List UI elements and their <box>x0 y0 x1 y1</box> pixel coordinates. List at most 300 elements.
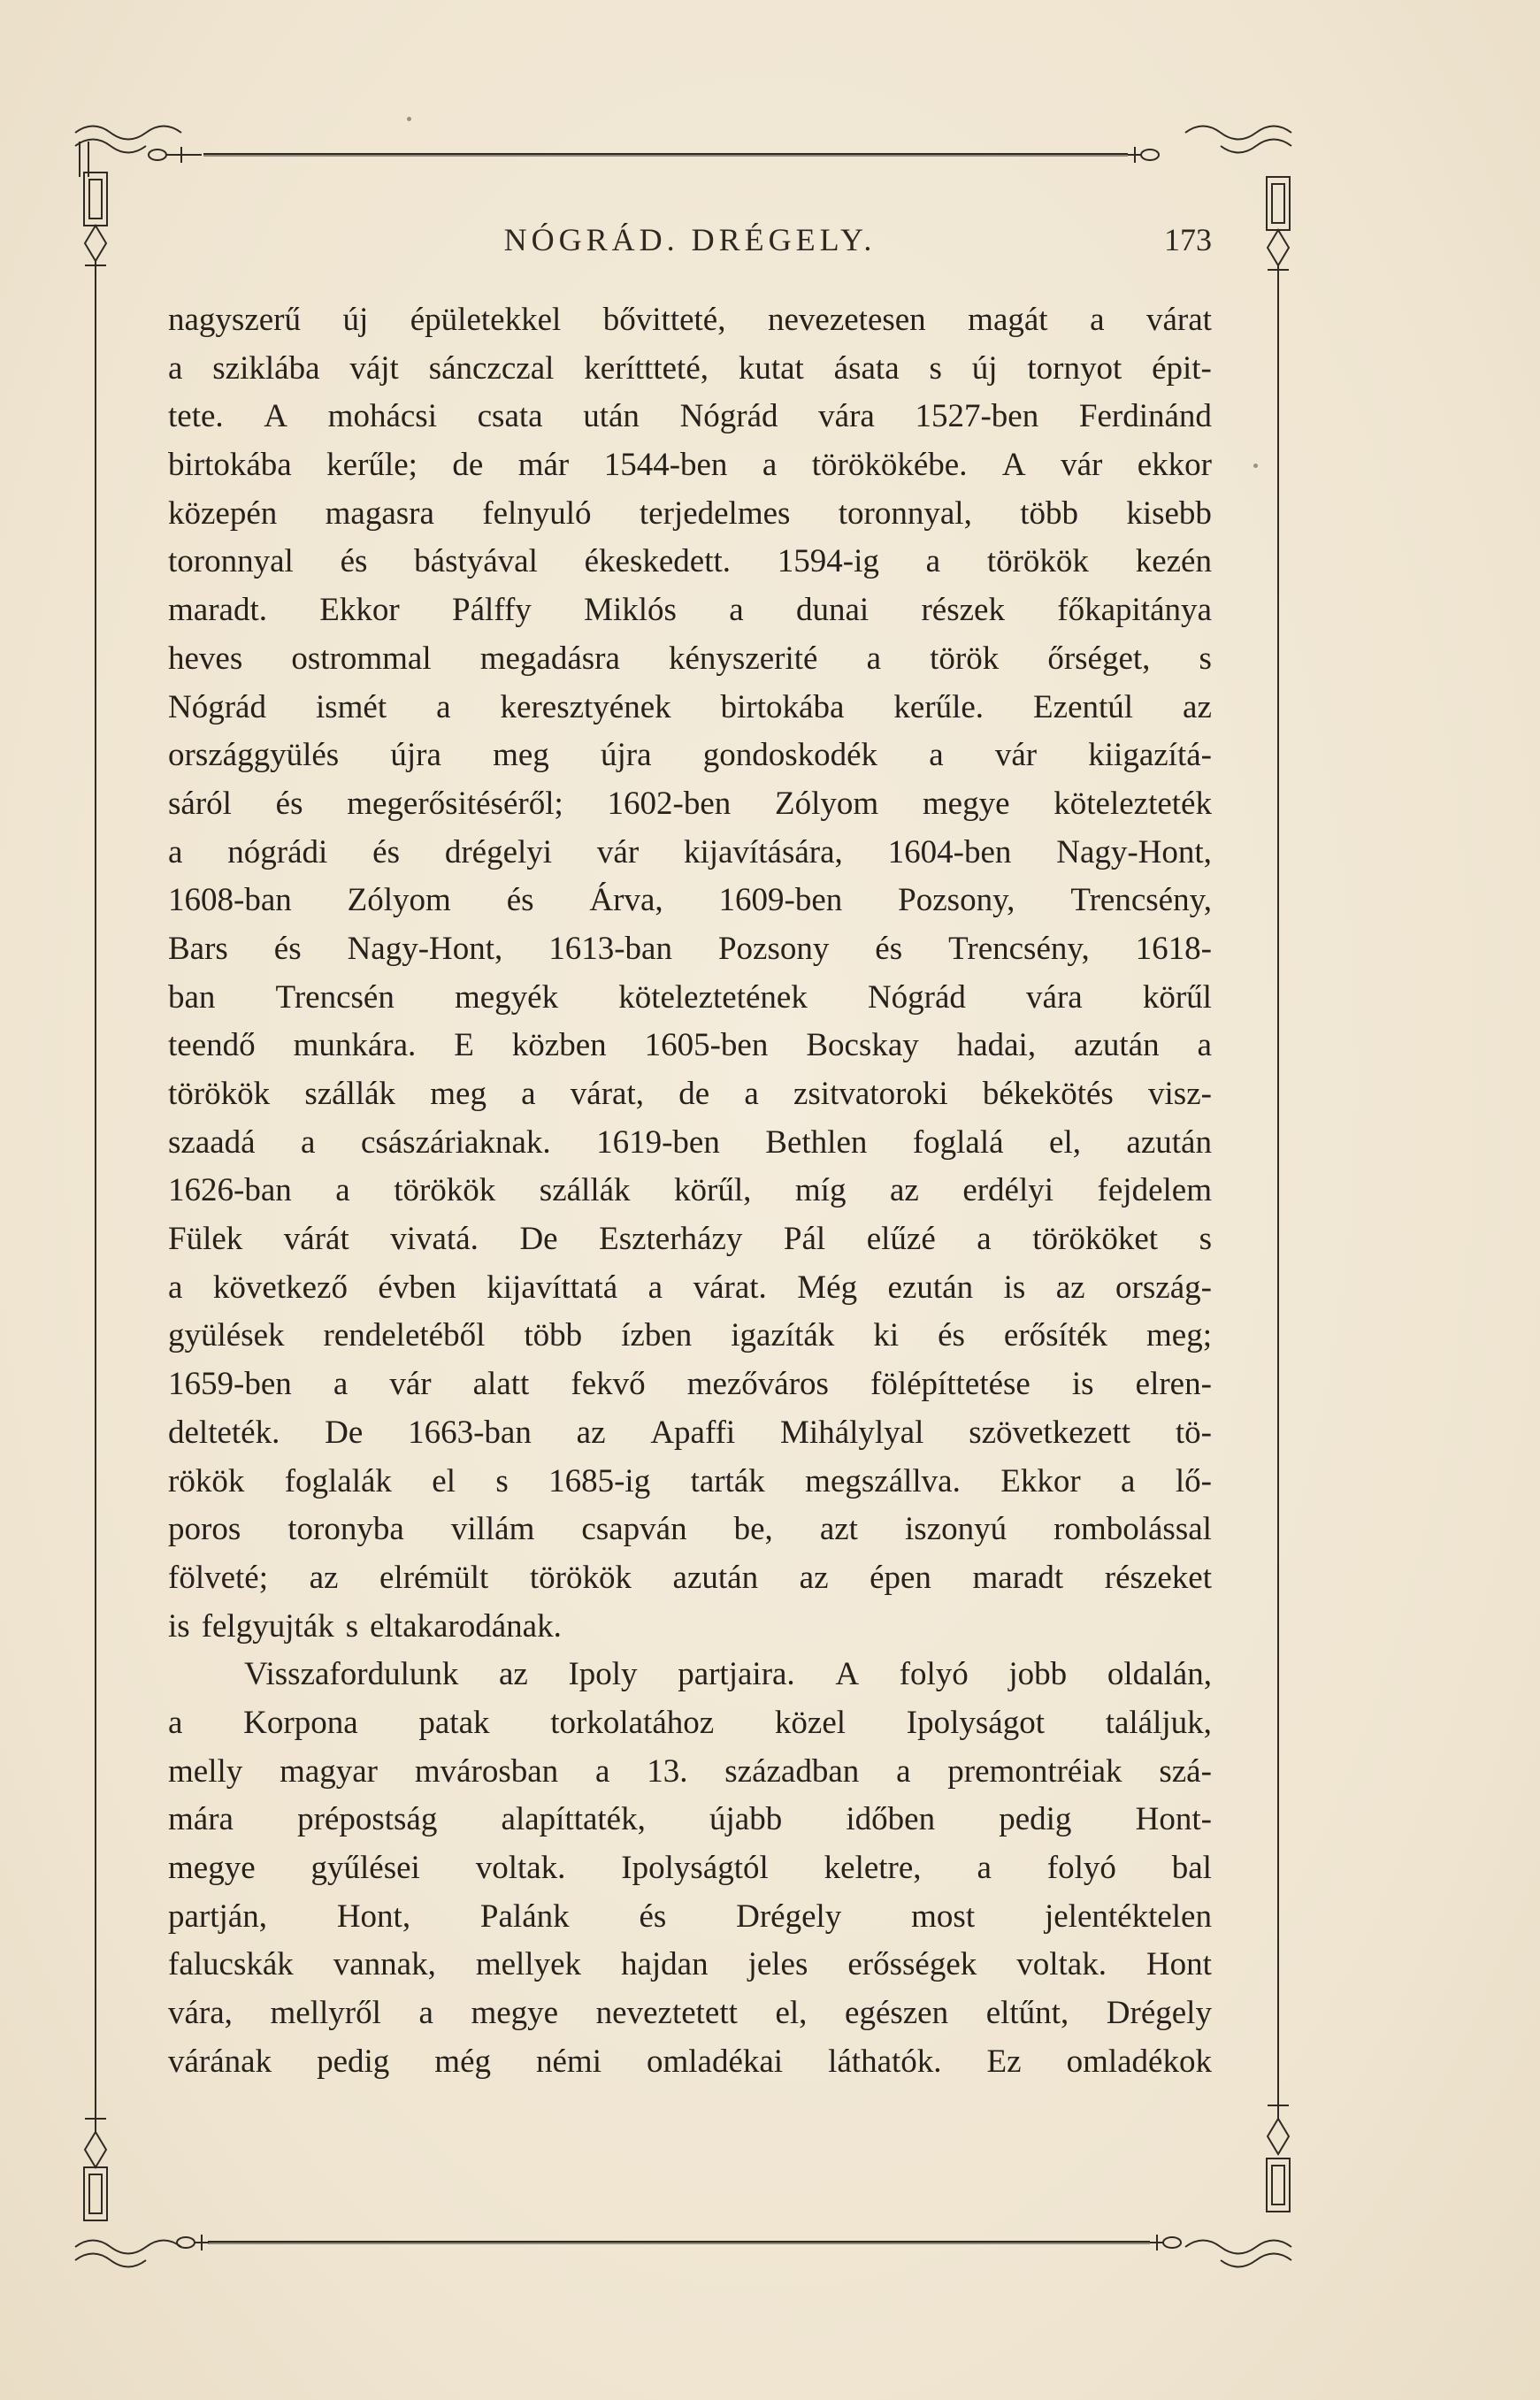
text-line <box>168 1506 1212 1554</box>
word: vára <box>818 398 875 435</box>
word: a <box>335 1172 350 1209</box>
word: omladékok <box>1066 2043 1212 2080</box>
word: és <box>273 930 302 967</box>
word: folyó <box>899 1656 969 1693</box>
word: 1619-ben <box>596 1123 720 1161</box>
word: s <box>1199 640 1212 677</box>
word: Fülek <box>168 1221 243 1258</box>
word: munkára. <box>293 1027 417 1064</box>
running-title: NÓGRÁD. DRÉGELY. <box>503 222 877 257</box>
word: Árva, <box>589 882 663 919</box>
word: kijavíttatá <box>487 1269 618 1306</box>
word: megye <box>922 785 1010 822</box>
word: láthatók. <box>828 2043 942 2080</box>
word: megszállva. <box>805 1462 961 1499</box>
word: még <box>434 2043 491 2080</box>
text-line <box>168 1893 1212 1942</box>
word: mellyek <box>475 1946 582 1983</box>
word: erősségek <box>847 1946 977 1983</box>
word: őrséget, <box>1047 640 1151 677</box>
word: várat <box>1145 302 1212 338</box>
text-line <box>168 829 1212 878</box>
word: várat. <box>693 1269 767 1306</box>
word: században <box>724 1752 860 1790</box>
word: falucskák <box>168 1946 294 1983</box>
word: szállák <box>539 1172 631 1209</box>
word: bástyával <box>414 543 538 580</box>
word: fölépíttetése <box>870 1366 1030 1403</box>
word: Ez <box>986 2043 1022 2080</box>
word: közel <box>774 1704 847 1741</box>
text-line <box>168 1409 1212 1458</box>
word: alapíttaték, <box>501 1801 646 1838</box>
word: a <box>925 543 941 580</box>
word: Eszterházy <box>599 1221 743 1258</box>
word: 1594-ig <box>777 543 879 580</box>
word: közepén <box>168 495 278 532</box>
word: s <box>495 1462 509 1499</box>
word: megerősitéséről; <box>347 785 563 822</box>
word: keletre, <box>824 1850 922 1886</box>
word: kötelezteték <box>1053 785 1212 822</box>
word: Zólyom <box>774 785 879 822</box>
word: az <box>498 1656 528 1693</box>
word: már <box>517 447 570 484</box>
word: Bars <box>168 930 228 967</box>
word: vár <box>389 1366 432 1403</box>
word: megadásra <box>479 640 620 677</box>
word: Palánk <box>479 1898 570 1935</box>
word: a <box>647 1269 663 1306</box>
word: bővitteté, <box>602 302 726 338</box>
word: Zólyom <box>347 882 451 919</box>
word: az <box>1055 1269 1085 1306</box>
word: 13. <box>647 1752 688 1790</box>
word: foglalá <box>912 1123 1004 1161</box>
word: főkapitánya <box>1057 592 1212 629</box>
word: 1659-ben <box>168 1366 292 1403</box>
word: Ekkor <box>319 592 400 629</box>
word: törökök <box>529 1559 632 1596</box>
text-line <box>168 1651 1212 1699</box>
word: bal <box>1171 1850 1212 1886</box>
word: meg <box>493 737 549 774</box>
word: gondoskodék <box>702 737 878 774</box>
paragraph <box>168 296 1212 1651</box>
word: 1544-ben <box>603 447 728 484</box>
word: vár <box>994 737 1038 774</box>
word: következő <box>212 1269 348 1306</box>
word: mára <box>168 1801 234 1838</box>
word: be, <box>733 1511 773 1548</box>
word: Ferdinánd <box>1078 398 1212 435</box>
text-line <box>168 1796 1212 1844</box>
word: iszonyú <box>904 1511 1008 1548</box>
word: a <box>1090 302 1105 338</box>
word: újra <box>600 737 652 774</box>
word: törökökébe. <box>811 447 968 484</box>
word: új <box>342 302 369 338</box>
word: a <box>744 1076 759 1112</box>
word: törökök <box>394 1172 496 1209</box>
word: kerűle; <box>326 447 418 484</box>
word: mvárosban <box>414 1752 559 1790</box>
word: és <box>275 785 303 822</box>
word: sziklába <box>212 349 320 387</box>
word: De <box>325 1414 364 1451</box>
word: lő- <box>1175 1462 1212 1499</box>
word: szá- <box>1159 1752 1212 1790</box>
word: a <box>521 1076 536 1112</box>
page-number: 173 <box>1164 222 1212 257</box>
word: eltűnt, <box>985 1995 1069 2032</box>
word: kezén <box>1135 543 1212 580</box>
word: ismét <box>315 688 387 725</box>
word: több <box>524 1317 583 1354</box>
word: Trencsény, <box>948 930 1090 967</box>
word: dunai <box>795 592 870 629</box>
word: Nagy-Hont, <box>1056 833 1212 870</box>
word: a <box>333 1366 349 1403</box>
word: torkolatához <box>550 1704 715 1741</box>
word: körűl <box>1142 978 1212 1016</box>
word: visz- <box>1148 1076 1212 1112</box>
word: kényszerité <box>669 640 818 677</box>
word: törököket <box>1032 1221 1159 1258</box>
word: elrémült <box>379 1559 489 1596</box>
word: A <box>835 1656 860 1693</box>
word: nevezetesen <box>767 302 926 338</box>
word: a <box>436 688 451 725</box>
word: meg; <box>1146 1317 1212 1354</box>
word: ízben <box>621 1317 693 1354</box>
word: a <box>168 349 183 387</box>
word: míg <box>794 1172 847 1209</box>
word: a <box>866 640 882 677</box>
word: is <box>1003 1269 1026 1306</box>
word: ezután <box>887 1269 974 1306</box>
word: találjuk, <box>1105 1704 1212 1741</box>
word: a <box>168 833 183 870</box>
word: a <box>929 737 944 774</box>
word: ékeskedett. <box>584 543 732 580</box>
word: új <box>971 349 998 387</box>
body-text <box>168 296 1212 2086</box>
word: most <box>911 1898 976 1935</box>
word: jeles <box>747 1946 808 1983</box>
word: Pálffy <box>452 592 532 629</box>
word: Hont- <box>1135 1801 1212 1838</box>
word: némi <box>536 2043 601 2080</box>
word: birtokába <box>168 447 292 484</box>
text-line <box>168 1554 1212 1603</box>
word: tarták <box>690 1462 765 1499</box>
word: a <box>1197 1027 1212 1064</box>
word: heves <box>168 640 243 677</box>
word: zsitvatoroki <box>793 1076 948 1112</box>
word: A <box>1001 447 1026 484</box>
text-line <box>168 1990 1212 2038</box>
word: közben <box>511 1027 607 1064</box>
word: keresztyének <box>500 688 671 725</box>
word: császáriaknak. <box>360 1123 551 1161</box>
word: Visszafordulunk <box>244 1656 459 1693</box>
word: a <box>168 1704 183 1741</box>
word: az <box>799 1559 829 1596</box>
word: részeket <box>1104 1559 1212 1596</box>
word: Drégely <box>736 1898 842 1935</box>
word: vájt <box>349 349 399 387</box>
word: Ipoly <box>568 1656 638 1693</box>
word: az <box>889 1172 919 1209</box>
word: gyülések <box>168 1317 285 1354</box>
word: csata <box>477 398 543 435</box>
word: és <box>340 543 368 580</box>
word: is <box>168 1607 190 1645</box>
word: a <box>896 1752 911 1790</box>
word: s <box>929 349 942 387</box>
word: hajdan <box>620 1946 709 1983</box>
word: 1685-ig <box>548 1462 651 1499</box>
word: körűl, <box>674 1172 752 1209</box>
word: magyar <box>280 1752 379 1790</box>
word: csapván <box>581 1511 687 1548</box>
word: országgyülés <box>168 737 340 774</box>
word: eltakarodának. <box>370 1607 562 1645</box>
word: keríttteté, <box>584 349 709 387</box>
word: delteték. <box>168 1414 280 1451</box>
word: vára <box>1026 978 1083 1016</box>
word: Pozsony <box>717 930 830 967</box>
word: évben <box>378 1269 456 1306</box>
word: Még <box>797 1269 858 1306</box>
word: újra <box>390 737 441 774</box>
word: felnyuló <box>482 495 592 532</box>
word: neveztetett <box>595 1995 738 2032</box>
word: voltak. <box>1016 1946 1107 1983</box>
word: poros <box>168 1511 241 1548</box>
word: Trencsén <box>275 978 395 1016</box>
word: a <box>418 1995 433 2032</box>
word: pedig <box>999 1801 1072 1838</box>
word: 1626-ban <box>168 1172 292 1209</box>
word: török <box>930 640 1000 677</box>
word: és <box>938 1317 965 1354</box>
word: erősíték <box>1003 1317 1108 1354</box>
word: a <box>762 447 778 484</box>
word: vivatá. <box>390 1221 479 1258</box>
word: ban <box>168 978 216 1016</box>
text-line <box>168 1361 1212 1409</box>
word: törökök <box>168 1076 271 1112</box>
word: foglalák <box>284 1462 392 1499</box>
word: az <box>1183 688 1212 725</box>
corner-ornament-bottom-left <box>75 2105 209 2267</box>
text-line <box>168 1603 1212 1652</box>
word: épit- <box>1152 349 1212 387</box>
text-line <box>168 1264 1212 1313</box>
word: mezőváros <box>686 1366 829 1403</box>
word: kutat <box>738 349 804 387</box>
word: és <box>639 1898 667 1935</box>
word: Nógrád <box>168 688 266 725</box>
text-line <box>168 1167 1212 1215</box>
word: rendeletéből <box>323 1317 486 1354</box>
text-line <box>168 1844 1212 1893</box>
word: kijavítására, <box>684 833 843 870</box>
paragraph <box>168 1651 1212 2086</box>
word: Ekkor <box>1000 1462 1081 1499</box>
word: a <box>301 1123 316 1161</box>
word: azután <box>1126 1123 1212 1161</box>
corner-ornament-bottom-right <box>1150 2088 1291 2267</box>
word: ásata <box>833 349 900 387</box>
text-line <box>168 635 1212 684</box>
word: el <box>432 1462 456 1499</box>
ink-speck <box>407 117 411 121</box>
word: teendő <box>168 1027 256 1064</box>
word: Trencsény, <box>1070 882 1212 919</box>
word: pedig <box>317 2043 390 2080</box>
text-line <box>168 1748 1212 1797</box>
word: 1663-ban <box>408 1414 532 1451</box>
word: fejdelem <box>1097 1172 1212 1209</box>
word: Nógrád <box>867 978 966 1016</box>
word: tö- <box>1175 1414 1212 1451</box>
text-line <box>168 877 1212 925</box>
word: Ezentúl <box>1033 688 1134 725</box>
word: partjaira. <box>678 1656 795 1693</box>
text-line <box>168 1215 1212 1264</box>
text-line <box>168 925 1212 974</box>
word: folyó <box>1046 1850 1116 1886</box>
word: jobb <box>1008 1656 1068 1693</box>
text-line <box>168 393 1212 441</box>
word: Hont, <box>336 1898 411 1935</box>
word: toronnyal, <box>838 495 972 532</box>
word: Mihálylyal <box>780 1414 924 1451</box>
word: megyék <box>454 978 559 1016</box>
word: épen <box>870 1559 931 1596</box>
text-line <box>168 1941 1212 1990</box>
word: nagyszerű <box>168 302 301 338</box>
word: Nagy-Hont, <box>347 930 503 967</box>
word: Drégely <box>1106 1995 1212 2032</box>
word: toronyba <box>287 1511 404 1548</box>
word: és <box>372 833 400 870</box>
word: is <box>1071 1366 1094 1403</box>
word: melly <box>168 1752 243 1790</box>
text-line <box>168 1458 1212 1507</box>
word: vannak, <box>333 1946 436 1983</box>
word: több <box>1020 495 1078 532</box>
text-line <box>168 974 1212 1023</box>
word: nógrádi <box>227 833 328 870</box>
word: 1605-ben <box>644 1027 769 1064</box>
word: 1618- <box>1135 930 1212 967</box>
word: meg <box>430 1076 487 1112</box>
word: sánczczal <box>428 349 555 387</box>
word: el, <box>1049 1123 1081 1161</box>
text-line <box>168 1119 1212 1168</box>
word: az <box>309 1559 339 1596</box>
word: a <box>977 1850 992 1886</box>
word: Ipolyságot <box>906 1704 1045 1741</box>
word: elűzé <box>866 1221 936 1258</box>
word: újabb <box>709 1801 783 1838</box>
word: megye <box>471 1995 559 2032</box>
word: tete. <box>168 398 224 435</box>
word: egészen <box>845 1995 949 2032</box>
word: oldalán, <box>1107 1656 1212 1693</box>
word: Korpona <box>243 1704 358 1741</box>
word: sáról <box>168 785 232 822</box>
word: magát <box>968 302 1048 338</box>
word: szaadá <box>168 1123 256 1161</box>
word: időben <box>846 1801 936 1838</box>
word: és <box>506 882 534 919</box>
word: birtokába <box>720 688 845 725</box>
word: a <box>729 592 744 629</box>
text-line <box>168 1070 1212 1119</box>
word: tornyot <box>1027 349 1122 387</box>
text-line <box>168 732 1212 780</box>
word: után <box>583 398 640 435</box>
word: az <box>576 1414 606 1451</box>
word: részek <box>921 592 1005 629</box>
word: azután <box>1074 1027 1160 1064</box>
page-header <box>168 221 1212 274</box>
text-line <box>168 538 1212 587</box>
word: alatt <box>472 1366 530 1403</box>
word: omladékai <box>646 2043 784 2080</box>
word: igazíták <box>731 1317 835 1354</box>
word: De <box>519 1221 558 1258</box>
word: 1609-ben <box>718 882 843 919</box>
text-line <box>168 2038 1212 2087</box>
word: jelentéktelen <box>1044 1898 1212 1935</box>
word: a <box>594 1752 610 1790</box>
word: vár <box>1061 447 1103 484</box>
word: partján, <box>168 1898 267 1935</box>
word: békekötés <box>982 1076 1114 1112</box>
word: voltak. <box>475 1850 566 1886</box>
word: elren- <box>1135 1366 1212 1403</box>
word: megye <box>168 1850 256 1886</box>
text-line <box>168 441 1212 490</box>
word: magasra <box>325 495 434 532</box>
word: A <box>264 398 288 435</box>
word: épületekkel <box>410 302 562 338</box>
word: de <box>678 1076 710 1112</box>
word: Pozsony, <box>898 882 1015 919</box>
word: köteleztetének <box>618 978 808 1016</box>
word: mellyről <box>270 1995 381 2032</box>
word: terjedelmes <box>639 495 791 532</box>
word: törökök <box>986 543 1089 580</box>
word: kisebb <box>1126 495 1212 532</box>
word: várának <box>168 2043 272 2080</box>
word: mohácsi <box>327 398 437 435</box>
text-line <box>168 1699 1212 1748</box>
word: vár <box>596 833 640 870</box>
word: de <box>452 447 484 484</box>
text-line <box>168 296 1212 345</box>
word: kerűle. <box>893 688 985 725</box>
word: azt <box>819 1511 858 1548</box>
word: 1608-ban <box>168 882 292 919</box>
word: ki <box>873 1317 900 1354</box>
